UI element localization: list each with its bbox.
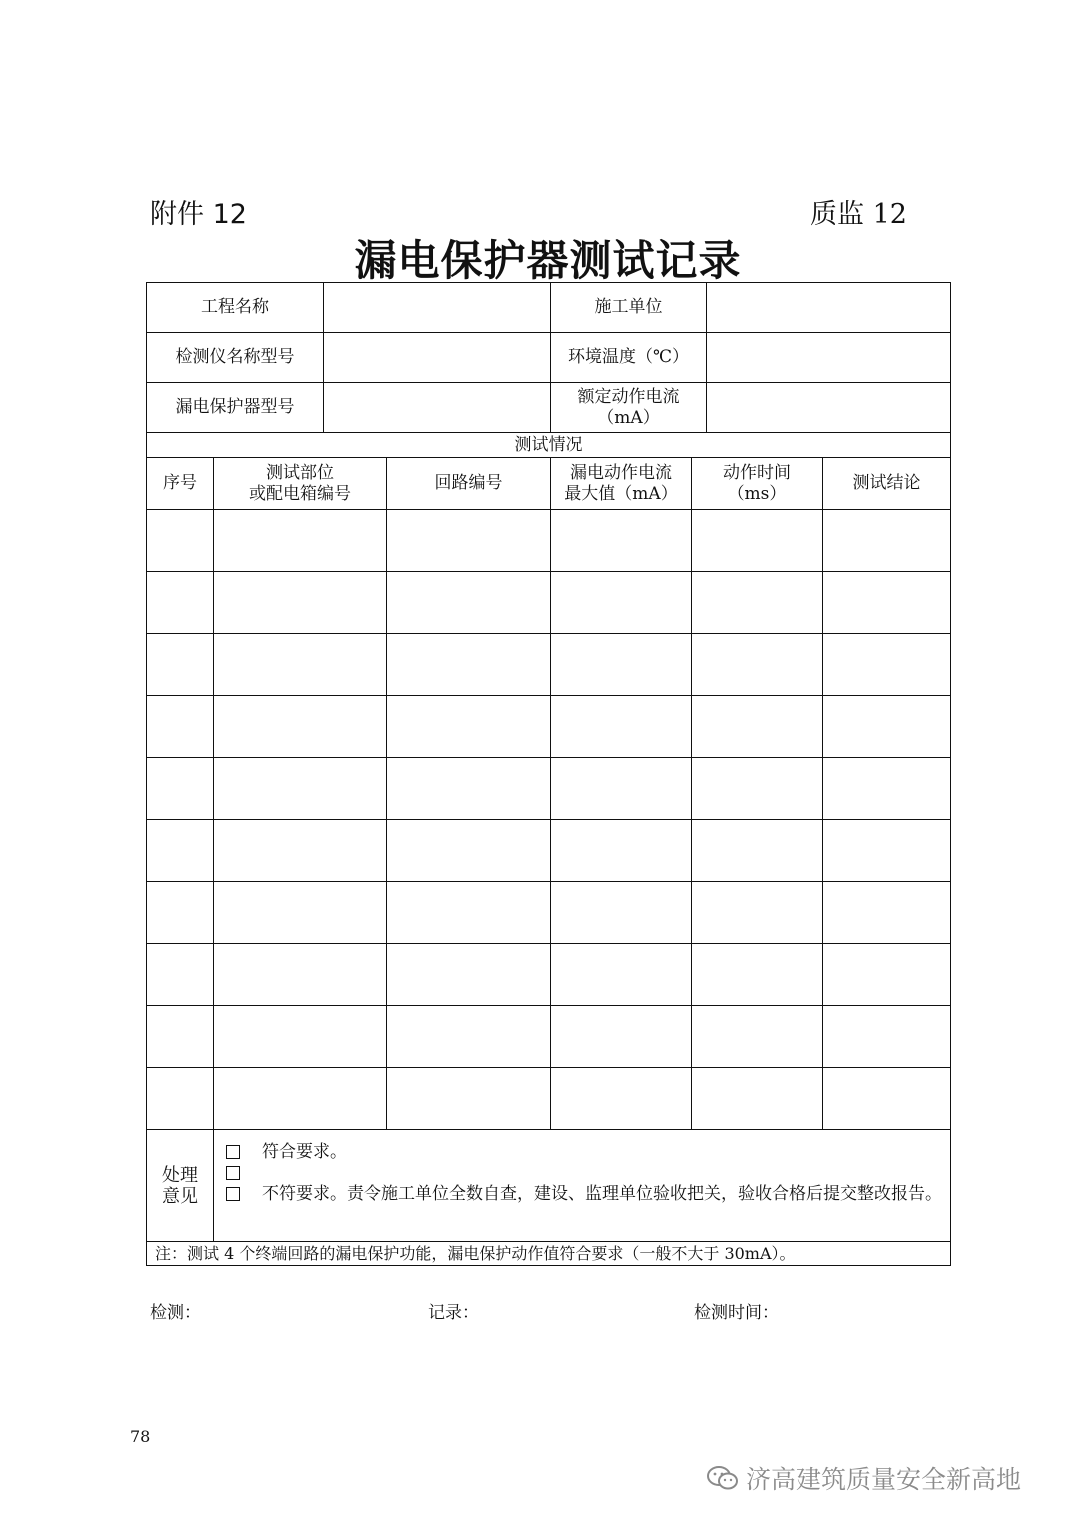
table-cell[interactable] [551, 510, 692, 572]
table-cell[interactable] [387, 1006, 551, 1068]
column-header: 测试部位 或配电箱编号 [214, 458, 387, 510]
table-cell[interactable] [823, 634, 951, 696]
instrument-model-value[interactable] [324, 333, 551, 383]
column-header: 回路编号 [387, 458, 551, 510]
table-cell[interactable] [387, 758, 551, 820]
table-cell[interactable] [147, 820, 214, 882]
table-cell[interactable] [551, 820, 692, 882]
form-code: 质监 12 [810, 199, 907, 230]
recorder-field-label: 记录： [428, 1303, 479, 1323]
table-cell[interactable] [147, 1068, 214, 1130]
instrument-model-label: 检测仪名称型号 [147, 333, 324, 383]
table-cell[interactable] [551, 696, 692, 758]
table-row [147, 510, 951, 572]
table-cell[interactable] [551, 944, 692, 1006]
table-cell[interactable] [147, 944, 214, 1006]
info-row [147, 333, 951, 383]
table-cell[interactable] [823, 882, 951, 944]
contractor-value[interactable] [707, 283, 951, 333]
table-row [147, 696, 951, 758]
table-row [147, 1006, 951, 1068]
breaker-model-label: 漏电保护器型号 [147, 383, 324, 433]
table-cell[interactable] [214, 758, 387, 820]
attachment-label: 附件 12 [150, 199, 247, 230]
table-cell[interactable] [147, 696, 214, 758]
wechat-icon [706, 1464, 740, 1492]
column-header: 漏电动作电流 最大值（mA） [551, 458, 692, 510]
table-cell[interactable] [214, 510, 387, 572]
note-text: 注：测试 4 个终端回路的漏电保护功能，漏电保护动作值符合要求（一般不大于 30mA）。 [147, 1242, 951, 1266]
table-cell[interactable] [214, 1006, 387, 1068]
table-cell[interactable] [692, 510, 823, 572]
noncompliant-option-label: 不符要求。责令施工单位全数自查，建设、监理单位验收把关，验收合格后提交整改报告。 [262, 1184, 942, 1204]
table-cell[interactable] [692, 820, 823, 882]
table-cell[interactable] [147, 882, 214, 944]
table-cell[interactable] [387, 882, 551, 944]
project-name-value[interactable] [324, 283, 551, 333]
column-header: 测试结论 [823, 458, 951, 510]
table-cell[interactable] [214, 820, 387, 882]
table-cell[interactable] [692, 882, 823, 944]
page-title: 漏电保护器测试记录 [354, 236, 742, 285]
table-cell[interactable] [387, 634, 551, 696]
table-row [147, 882, 951, 944]
blank-checkbox[interactable] [226, 1166, 240, 1180]
table-cell[interactable] [214, 634, 387, 696]
info-row [147, 383, 951, 433]
table-cell[interactable] [147, 634, 214, 696]
table-cell[interactable] [214, 696, 387, 758]
table-cell[interactable] [823, 1068, 951, 1130]
table-cell[interactable] [823, 758, 951, 820]
watermark [706, 1460, 1021, 1496]
table-row [147, 758, 951, 820]
table-cell[interactable] [692, 1068, 823, 1130]
contractor-label: 施工单位 [551, 283, 707, 333]
table-cell[interactable] [387, 572, 551, 634]
table-cell[interactable] [387, 510, 551, 572]
table-cell[interactable] [551, 634, 692, 696]
page-number: 78 [130, 1427, 151, 1446]
remarks-label: 处理 意见 [147, 1130, 214, 1242]
compliant-checkbox[interactable] [226, 1145, 240, 1159]
rated-current-value[interactable] [707, 383, 951, 433]
table-cell[interactable] [692, 758, 823, 820]
inspector-field-label: 检测： [150, 1303, 201, 1323]
table-row [147, 820, 951, 882]
info-row [147, 283, 951, 333]
ambient-temp-label: 环境温度（℃） [551, 333, 707, 383]
remark-option-compliant [226, 1142, 942, 1163]
table-cell[interactable] [823, 820, 951, 882]
table-cell[interactable] [214, 1068, 387, 1130]
table-cell[interactable] [692, 696, 823, 758]
table-cell[interactable] [692, 634, 823, 696]
table-cell[interactable] [692, 1006, 823, 1068]
table-cell[interactable] [823, 696, 951, 758]
table-cell[interactable] [147, 758, 214, 820]
table-cell[interactable] [387, 696, 551, 758]
remark-option-blank [226, 1163, 942, 1184]
ambient-temp-value[interactable] [707, 333, 951, 383]
table-cell[interactable] [692, 944, 823, 1006]
watermark-text: 济高建筑质量安全新高地 [746, 1465, 1022, 1494]
section-title: 测试情况 [147, 433, 951, 458]
table-cell[interactable] [387, 944, 551, 1006]
table-cell[interactable] [214, 882, 387, 944]
column-header: 动作时间 （ms） [692, 458, 823, 510]
table-cell[interactable] [551, 758, 692, 820]
table-row [147, 572, 951, 634]
table-cell[interactable] [551, 1006, 692, 1068]
compliant-option-label: 符合要求。 [262, 1142, 347, 1162]
table-cell[interactable] [147, 572, 214, 634]
column-header: 序号 [147, 458, 214, 510]
table-cell[interactable] [214, 572, 387, 634]
column-header-row [147, 458, 951, 510]
remarks-options [214, 1130, 951, 1242]
rated-current-label: 额定动作电流（mA） [551, 383, 707, 433]
table-row [147, 944, 951, 1006]
record-form-table [146, 282, 951, 1266]
noncompliant-checkbox[interactable] [226, 1187, 240, 1201]
table-cell[interactable] [214, 944, 387, 1006]
table-cell[interactable] [692, 572, 823, 634]
table-cell[interactable] [823, 1006, 951, 1068]
project-name-label: 工程名称 [147, 283, 324, 333]
table-cell[interactable] [551, 572, 692, 634]
table-cell[interactable] [551, 1068, 692, 1130]
table-cell[interactable] [823, 572, 951, 634]
breaker-model-value[interactable] [324, 383, 551, 433]
table-cell[interactable] [147, 1006, 214, 1068]
table-row [147, 634, 951, 696]
remark-option-noncompliant [226, 1184, 942, 1205]
table-cell[interactable] [147, 510, 214, 572]
remarks-row [147, 1130, 951, 1242]
table-cell[interactable] [387, 820, 551, 882]
inspect-time-field-label: 检测时间： [694, 1303, 779, 1323]
table-cell[interactable] [387, 1068, 551, 1130]
table-cell[interactable] [823, 510, 951, 572]
table-row [147, 1068, 951, 1130]
table-cell[interactable] [823, 944, 951, 1006]
table-cell[interactable] [551, 882, 692, 944]
